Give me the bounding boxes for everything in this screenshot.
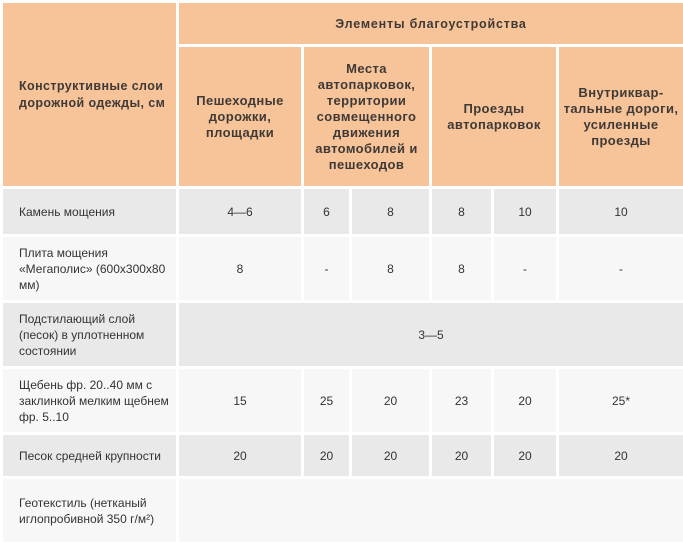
table-cell: 10: [558, 188, 683, 236]
row-label: Плита мощения «Мегаполис» (600x300x80 мм): [2, 236, 178, 302]
table-cell: 20: [558, 434, 683, 478]
table-row: [2, 236, 683, 302]
header-group: Элементы благоустройства: [178, 2, 683, 46]
table-cell: 8: [351, 188, 431, 236]
row-label: Геотекстиль (нетканый иглопробивной 350 г/м²): [2, 478, 178, 544]
table-cell: 25: [303, 368, 351, 434]
table-cell: 8: [431, 188, 493, 236]
table-cell: 25*: [558, 368, 683, 434]
table-cell: -: [303, 236, 351, 302]
table-row: [2, 434, 683, 478]
table-cell: 20: [303, 434, 351, 478]
table-cell: 4—6: [178, 188, 303, 236]
table-cell: 6: [303, 188, 351, 236]
table-cell: -: [558, 236, 683, 302]
row-label: Камень мощения: [2, 188, 178, 236]
table-row: [2, 368, 683, 434]
table-row: [2, 478, 683, 544]
header-pedestrian: Пешеходные дорожки, площадки: [178, 46, 303, 188]
table-cell: -: [493, 236, 558, 302]
header-inner-roads: Внутриквар-тальные дороги, усиленные проезды: [558, 46, 683, 188]
table-row: [2, 302, 683, 368]
row-label: Песок средней крупности: [2, 434, 178, 478]
table-cell: 8: [178, 236, 303, 302]
merged-cell: [178, 478, 683, 544]
table-cell: 23: [431, 368, 493, 434]
table-cell: 20: [178, 434, 303, 478]
table-cell: 15: [178, 368, 303, 434]
table-row: [2, 188, 683, 236]
header-layers: Конструктивные слои дорожной одежды, см: [2, 2, 178, 188]
table-cell: 20: [493, 368, 558, 434]
table-cell: 20: [351, 434, 431, 478]
table-cell: 10: [493, 188, 558, 236]
table-cell: 8: [431, 236, 493, 302]
row-label: Подстилающий слой (песок) в уплотненном состоянии: [2, 302, 178, 368]
merged-cell: 3—5: [178, 302, 683, 368]
table-cell: 20: [351, 368, 431, 434]
row-label: Щебень фр. 20..40 мм с заклинкой мелким щебнем фр. 5..10: [2, 368, 178, 434]
header-driveways: Проезды автопарковок: [431, 46, 558, 188]
table-cell: 8: [351, 236, 431, 302]
table-cell: 20: [493, 434, 558, 478]
table-cell: 20: [431, 434, 493, 478]
header-parking: Места автопарковок, территории совмещенного движения автомобилей и пешеходов: [303, 46, 431, 188]
